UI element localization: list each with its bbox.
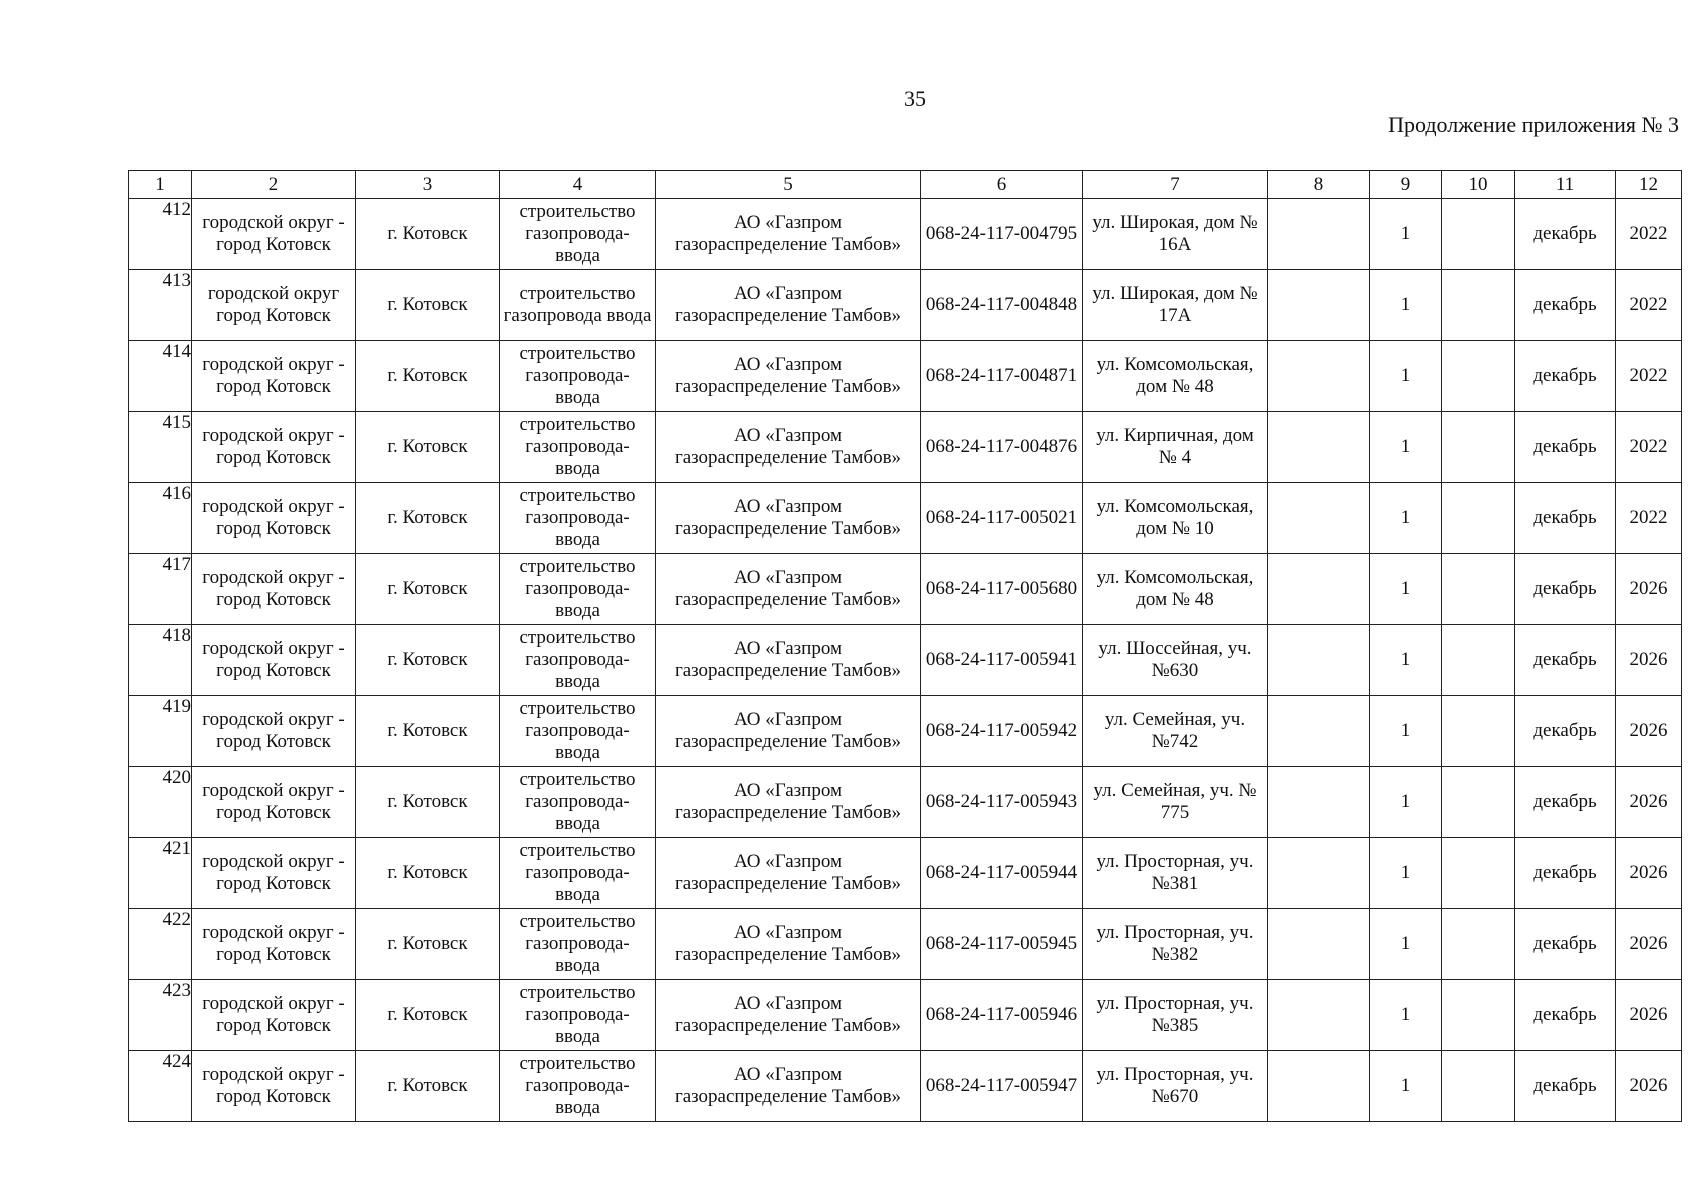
cell-year: 2022 (1616, 199, 1682, 270)
cell-year: 2026 (1616, 980, 1682, 1051)
cell-object-code: 068-24-117-004876 (921, 412, 1083, 483)
cell-work-type: строительство газопровода-ввода (500, 483, 656, 554)
cell-work-type: строительство газопровода-ввода (500, 199, 656, 270)
cell-object-code: 068-24-117-005945 (921, 909, 1083, 980)
cell-address: ул. Комсомольская, дом № 48 (1083, 554, 1268, 625)
cell-month: декабрь (1515, 341, 1616, 412)
cell-district: городской округ город Котовск (192, 270, 356, 341)
cell-city: г. Котовск (356, 838, 500, 909)
table-row (129, 838, 1682, 909)
cell-column-8 (1268, 412, 1370, 483)
column-header-8: 8 (1268, 171, 1370, 199)
table-row (129, 696, 1682, 767)
gas-connection-table (128, 170, 1682, 1122)
cell-district: городской округ - город Котовск (192, 412, 356, 483)
cell-number: 419 (129, 696, 192, 767)
cell-address: ул. Шоссейная, уч. №630 (1083, 625, 1268, 696)
cell-column-10 (1442, 625, 1515, 696)
column-header-9: 9 (1370, 171, 1442, 199)
table-row (129, 554, 1682, 625)
table-row (129, 625, 1682, 696)
cell-work-type: строительство газопровода-ввода (500, 341, 656, 412)
cell-city: г. Котовск (356, 554, 500, 625)
column-header-3: 3 (356, 171, 500, 199)
cell-address: ул. Комсомольская, дом № 48 (1083, 341, 1268, 412)
cell-year: 2022 (1616, 483, 1682, 554)
cell-district: городской округ - город Котовск (192, 980, 356, 1051)
cell-city: г. Котовск (356, 696, 500, 767)
table-header (129, 171, 1682, 199)
cell-year: 2026 (1616, 1051, 1682, 1122)
cell-district: городской округ - город Котовск (192, 838, 356, 909)
cell-work-type: строительство газопровода-ввода (500, 412, 656, 483)
cell-district: городской округ - город Котовск (192, 767, 356, 838)
cell-organization: АО «Газпром газораспределение Тамбов» (656, 412, 921, 483)
table-row (129, 199, 1682, 270)
cell-year: 2022 (1616, 341, 1682, 412)
cell-column-8 (1268, 341, 1370, 412)
column-header-10: 10 (1442, 171, 1515, 199)
cell-column-10 (1442, 1051, 1515, 1122)
cell-city: г. Котовск (356, 625, 500, 696)
cell-year: 2026 (1616, 625, 1682, 696)
cell-quantity: 1 (1370, 980, 1442, 1051)
column-header-2: 2 (192, 171, 356, 199)
cell-object-code: 068-24-117-005946 (921, 980, 1083, 1051)
cell-organization: АО «Газпром газораспределение Тамбов» (656, 1051, 921, 1122)
cell-column-8 (1268, 483, 1370, 554)
cell-column-8 (1268, 980, 1370, 1051)
cell-district: городской округ - город Котовск (192, 554, 356, 625)
cell-district: городской округ - город Котовск (192, 199, 356, 270)
cell-organization: АО «Газпром газораспределение Тамбов» (656, 625, 921, 696)
cell-column-10 (1442, 838, 1515, 909)
cell-work-type: строительство газопровода-ввода (500, 1051, 656, 1122)
cell-object-code: 068-24-117-005943 (921, 767, 1083, 838)
cell-organization: АО «Газпром газораспределение Тамбов» (656, 270, 921, 341)
cell-district: городской округ - город Котовск (192, 625, 356, 696)
cell-city: г. Котовск (356, 909, 500, 980)
cell-quantity: 1 (1370, 199, 1442, 270)
cell-number: 418 (129, 625, 192, 696)
cell-work-type: строительство газопровода-ввода (500, 767, 656, 838)
cell-year: 2026 (1616, 909, 1682, 980)
column-header-12: 12 (1616, 171, 1682, 199)
cell-column-8 (1268, 838, 1370, 909)
cell-object-code: 068-24-117-005680 (921, 554, 1083, 625)
cell-work-type: строительство газопровода-ввода (500, 696, 656, 767)
cell-quantity: 1 (1370, 270, 1442, 341)
cell-work-type: строительство газопровода-ввода (500, 838, 656, 909)
cell-address: ул. Комсомольская, дом № 10 (1083, 483, 1268, 554)
cell-city: г. Котовск (356, 1051, 500, 1122)
cell-month: декабрь (1515, 838, 1616, 909)
cell-quantity: 1 (1370, 1051, 1442, 1122)
column-header-5: 5 (656, 171, 921, 199)
cell-number: 413 (129, 270, 192, 341)
cell-number: 424 (129, 1051, 192, 1122)
cell-organization: АО «Газпром газораспределение Тамбов» (656, 980, 921, 1051)
cell-district: городской округ - город Котовск (192, 1051, 356, 1122)
column-header-4: 4 (500, 171, 656, 199)
cell-column-10 (1442, 270, 1515, 341)
page-number: 35 (904, 86, 926, 111)
column-header-1: 1 (129, 171, 192, 199)
cell-column-10 (1442, 554, 1515, 625)
cell-work-type: строительство газопровода ввода (500, 270, 656, 341)
cell-month: декабрь (1515, 199, 1616, 270)
cell-quantity: 1 (1370, 767, 1442, 838)
cell-city: г. Котовск (356, 341, 500, 412)
table-row (129, 980, 1682, 1051)
table-row (129, 270, 1682, 341)
cell-quantity: 1 (1370, 838, 1442, 909)
cell-object-code: 068-24-117-005947 (921, 1051, 1083, 1122)
cell-number: 417 (129, 554, 192, 625)
table-row (129, 341, 1682, 412)
cell-column-8 (1268, 767, 1370, 838)
cell-city: г. Котовск (356, 483, 500, 554)
cell-organization: АО «Газпром газораспределение Тамбов» (656, 838, 921, 909)
cell-column-10 (1442, 909, 1515, 980)
cell-month: декабрь (1515, 270, 1616, 341)
cell-address: ул. Семейная, уч. № 775 (1083, 767, 1268, 838)
cell-work-type: строительство газопровода-ввода (500, 554, 656, 625)
cell-month: декабрь (1515, 980, 1616, 1051)
table-row (129, 909, 1682, 980)
cell-city: г. Котовск (356, 412, 500, 483)
cell-organization: АО «Газпром газораспределение Тамбов» (656, 696, 921, 767)
cell-column-10 (1442, 483, 1515, 554)
cell-city: г. Котовск (356, 270, 500, 341)
cell-object-code: 068-24-117-005944 (921, 838, 1083, 909)
cell-year: 2022 (1616, 270, 1682, 341)
cell-column-8 (1268, 199, 1370, 270)
table-row (129, 767, 1682, 838)
cell-number: 423 (129, 980, 192, 1051)
cell-organization: АО «Газпром газораспределение Тамбов» (656, 767, 921, 838)
cell-column-10 (1442, 199, 1515, 270)
cell-district: городской округ - город Котовск (192, 909, 356, 980)
cell-column-8 (1268, 909, 1370, 980)
cell-column-10 (1442, 767, 1515, 838)
cell-organization: АО «Газпром газораспределение Тамбов» (656, 199, 921, 270)
appendix-heading: Продолжение приложения № 3 (1388, 112, 1679, 137)
cell-object-code: 068-24-117-004871 (921, 341, 1083, 412)
column-header-7: 7 (1083, 171, 1268, 199)
cell-district: городской округ - город Котовск (192, 341, 356, 412)
cell-object-code: 068-24-117-004795 (921, 199, 1083, 270)
cell-address: ул. Просторная, уч. №385 (1083, 980, 1268, 1051)
cell-address: ул. Семейная, уч. №742 (1083, 696, 1268, 767)
cell-year: 2026 (1616, 838, 1682, 909)
cell-month: декабрь (1515, 767, 1616, 838)
cell-month: декабрь (1515, 909, 1616, 980)
cell-district: городской округ - город Котовск (192, 483, 356, 554)
cell-quantity: 1 (1370, 696, 1442, 767)
cell-number: 414 (129, 341, 192, 412)
cell-organization: АО «Газпром газораспределение Тамбов» (656, 483, 921, 554)
cell-quantity: 1 (1370, 909, 1442, 980)
cell-number: 420 (129, 767, 192, 838)
cell-address: ул. Широкая, дом № 17А (1083, 270, 1268, 341)
cell-address: ул. Кирпичная, дом № 4 (1083, 412, 1268, 483)
cell-work-type: строительство газопровода-ввода (500, 909, 656, 980)
cell-city: г. Котовск (356, 980, 500, 1051)
cell-object-code: 068-24-117-005942 (921, 696, 1083, 767)
cell-column-8 (1268, 625, 1370, 696)
cell-organization: АО «Газпром газораспределение Тамбов» (656, 909, 921, 980)
cell-quantity: 1 (1370, 341, 1442, 412)
cell-address: ул. Широкая, дом № 16А (1083, 199, 1268, 270)
cell-object-code: 068-24-117-005941 (921, 625, 1083, 696)
cell-organization: АО «Газпром газораспределение Тамбов» (656, 554, 921, 625)
column-header-11: 11 (1515, 171, 1616, 199)
cell-number: 421 (129, 838, 192, 909)
cell-month: декабрь (1515, 483, 1616, 554)
column-header-6: 6 (921, 171, 1083, 199)
cell-address: ул. Просторная, уч. №670 (1083, 1051, 1268, 1122)
cell-column-8 (1268, 696, 1370, 767)
cell-city: г. Котовск (356, 199, 500, 270)
cell-address: ул. Просторная, уч. №381 (1083, 838, 1268, 909)
table-row (129, 1051, 1682, 1122)
cell-month: декабрь (1515, 1051, 1616, 1122)
cell-work-type: строительство газопровода-ввода (500, 625, 656, 696)
cell-month: декабрь (1515, 554, 1616, 625)
cell-quantity: 1 (1370, 625, 1442, 696)
table-body (129, 199, 1682, 1122)
cell-column-10 (1442, 696, 1515, 767)
cell-column-8 (1268, 554, 1370, 625)
cell-year: 2026 (1616, 767, 1682, 838)
cell-column-8 (1268, 1051, 1370, 1122)
cell-month: декабрь (1515, 696, 1616, 767)
table-row (129, 483, 1682, 554)
cell-year: 2022 (1616, 412, 1682, 483)
cell-month: декабрь (1515, 625, 1616, 696)
cell-number: 416 (129, 483, 192, 554)
cell-column-8 (1268, 270, 1370, 341)
cell-city: г. Котовск (356, 767, 500, 838)
cell-column-10 (1442, 412, 1515, 483)
cell-object-code: 068-24-117-004848 (921, 270, 1083, 341)
cell-number: 412 (129, 199, 192, 270)
cell-month: декабрь (1515, 412, 1616, 483)
cell-object-code: 068-24-117-005021 (921, 483, 1083, 554)
cell-quantity: 1 (1370, 483, 1442, 554)
cell-work-type: строительство газопровода-ввода (500, 980, 656, 1051)
cell-year: 2026 (1616, 696, 1682, 767)
table-row (129, 412, 1682, 483)
cell-number: 415 (129, 412, 192, 483)
cell-address: ул. Просторная, уч. №382 (1083, 909, 1268, 980)
cell-quantity: 1 (1370, 554, 1442, 625)
cell-year: 2026 (1616, 554, 1682, 625)
cell-district: городской округ - город Котовск (192, 696, 356, 767)
cell-quantity: 1 (1370, 412, 1442, 483)
cell-organization: АО «Газпром газораспределение Тамбов» (656, 341, 921, 412)
cell-column-10 (1442, 980, 1515, 1051)
header-row (129, 171, 1682, 199)
cell-number: 422 (129, 909, 192, 980)
cell-column-10 (1442, 341, 1515, 412)
